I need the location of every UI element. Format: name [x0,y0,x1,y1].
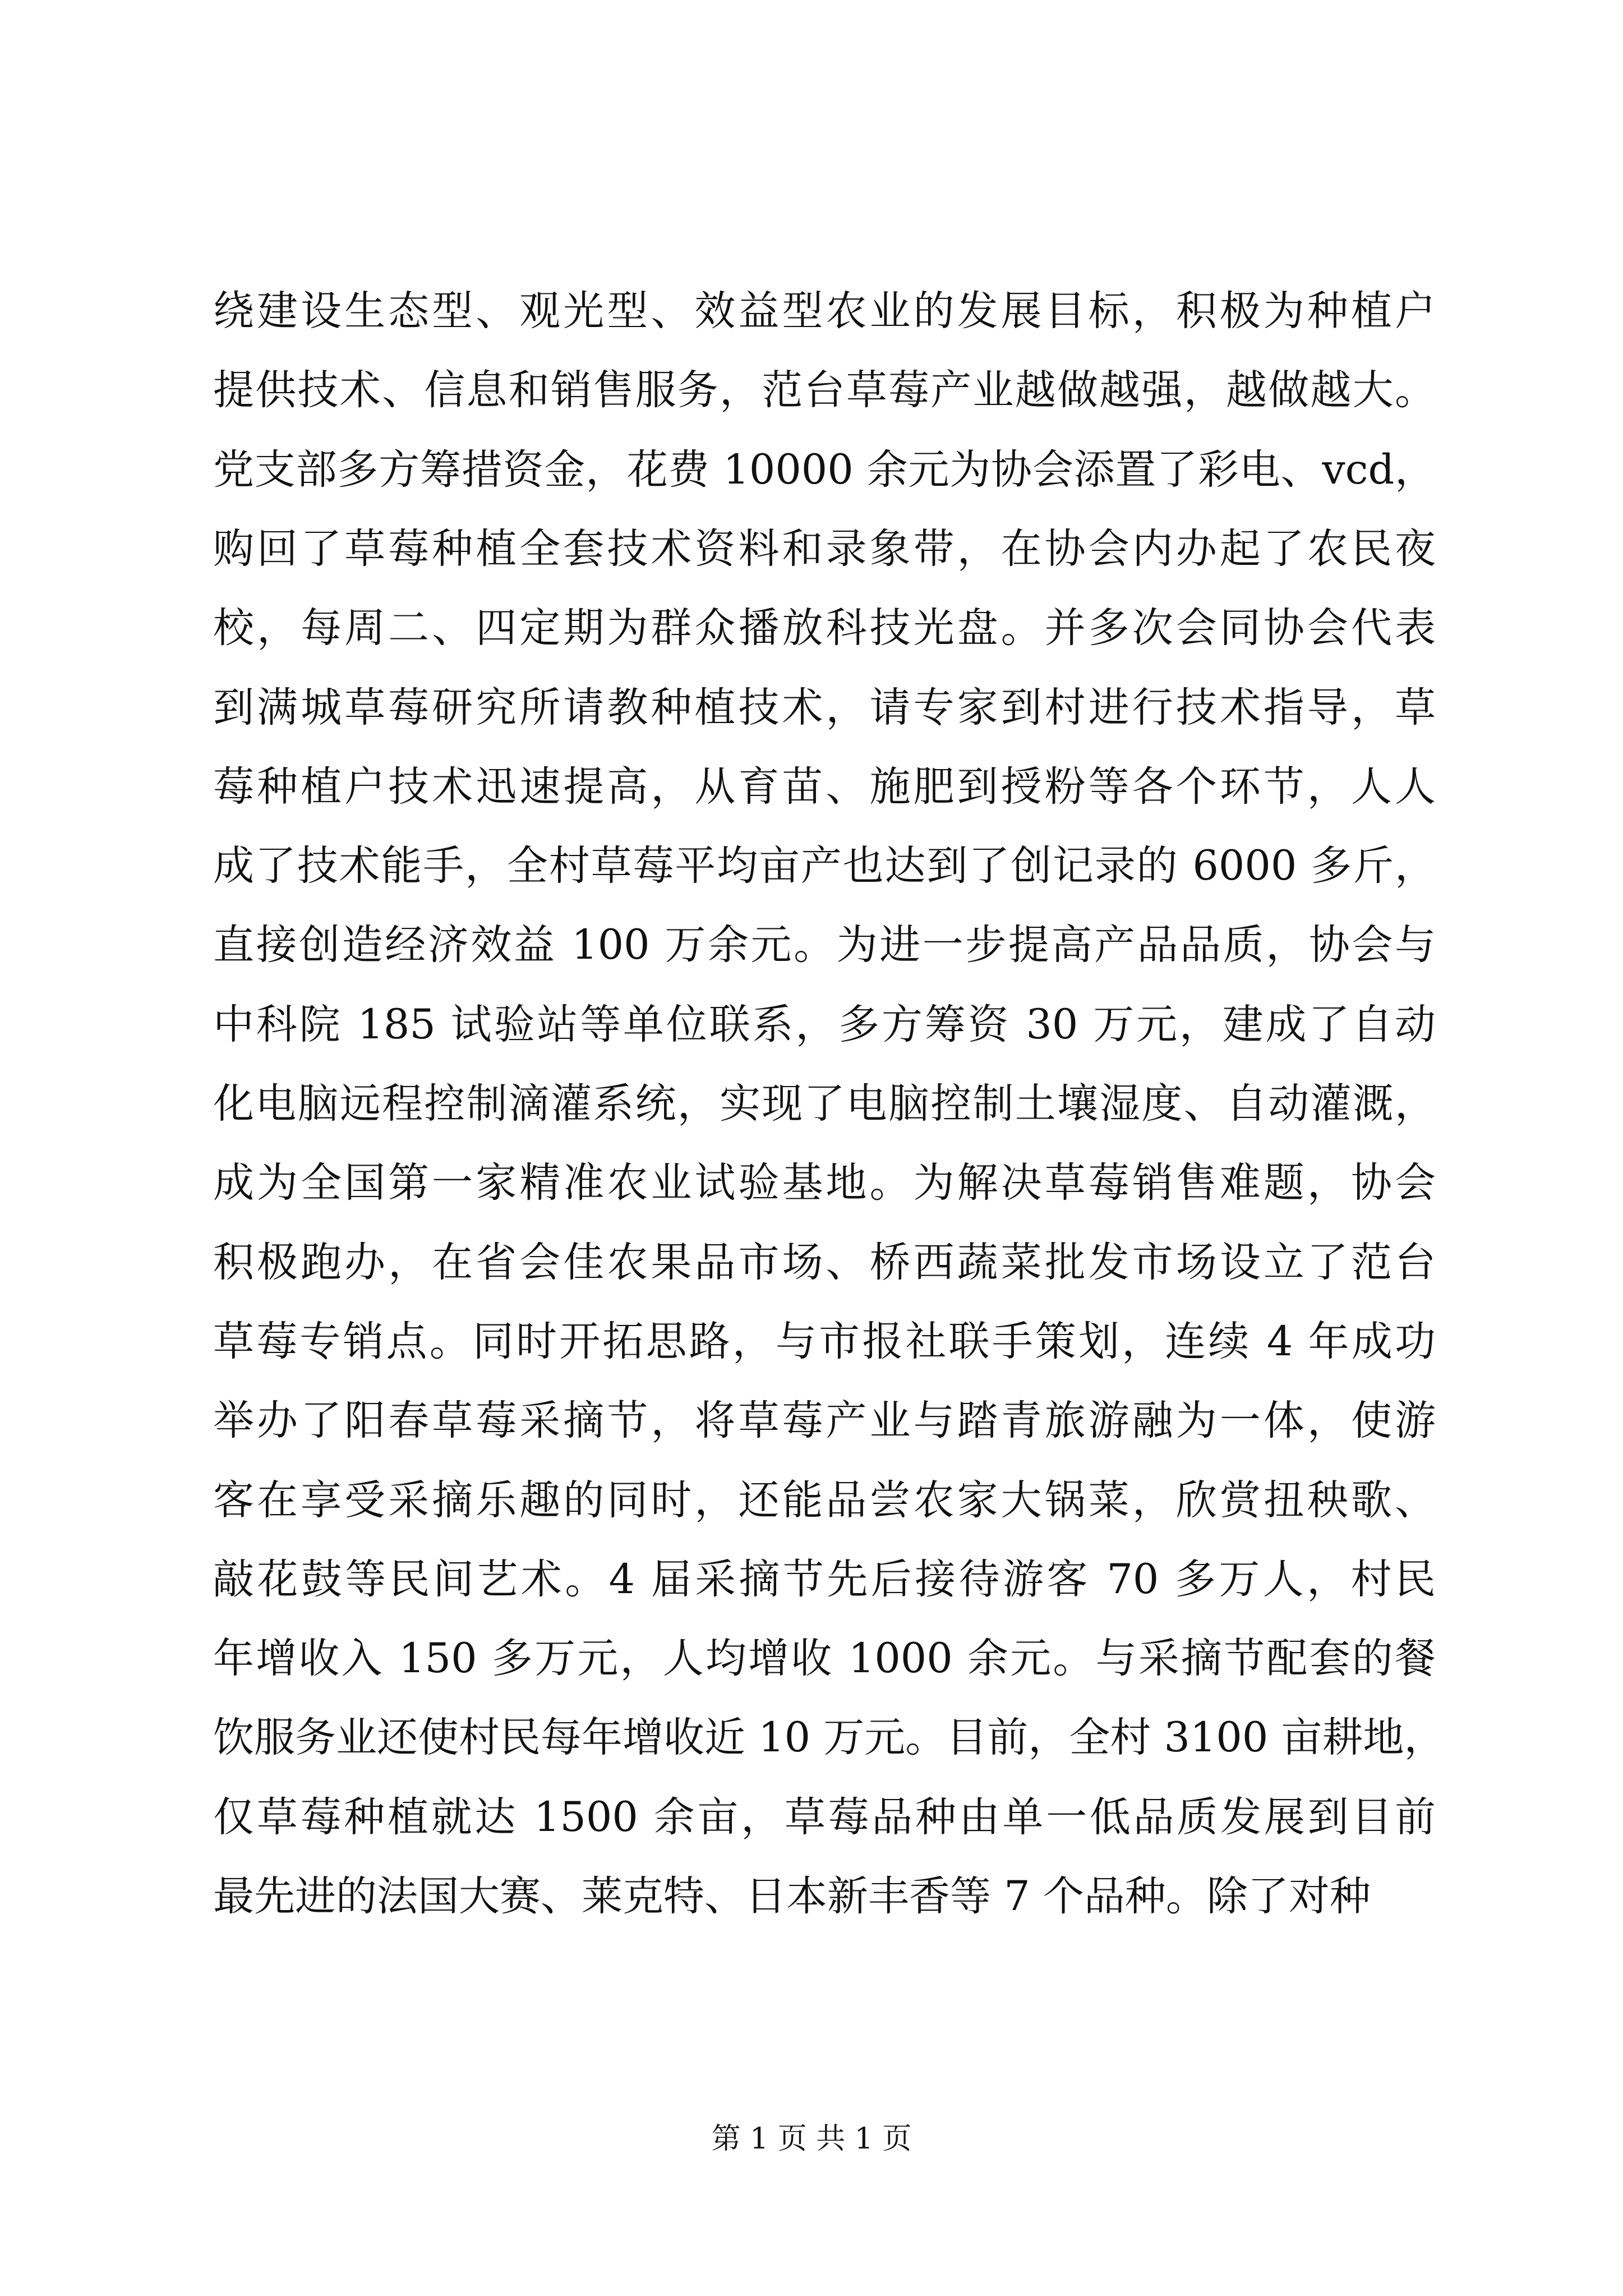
text-line: 饮服务业还使村民每年增收近 10 万元。目前，全村 3100 亩耕地， [213,1714,1445,1761]
page-footer: 第 1 页 共 1 页 [711,2122,912,2156]
text-line: 最先进的法国大赛、莱克特、日本新丰香等 7 个品种。除了对种 [213,1872,1371,1920]
text-line: 莓种植户技术迅速提高，从育苗、施肥到授粉等各个环节，人人 [213,763,1436,811]
text-line: 积极跑办，在省会佳农果品市场、桥西蔬菜批发市场设立了范台 [213,1239,1436,1286]
text-line: 直接创造经济效益 100 万余元。为进一步提高产品品质，协会与 [213,921,1436,969]
text-line: 草莓专销点。同时开拓思路，与市报社联手策划，连续 4 年成功 [213,1318,1436,1365]
text-line: 成为全国第一家精准农业试验基地。为解决草莓销售难题，协会 [213,1159,1436,1207]
text-line: 仅草莓种植就达 1500 余亩，草莓品种由单一低品质发展到目前 [213,1793,1436,1841]
text-line: 年增收入 150 多万元，人均增收 1000 余元。与采摘节配套的餐 [213,1635,1436,1682]
text-line: 提供技术、信息和销售服务，范台草莓产业越做越强，越做越大。 [213,366,1436,414]
text-line: 绕建设生态型、观光型、效益型农业的发展目标，积极为种植户 [213,287,1436,335]
text-line: 化电脑远程控制滴灌系统，实现了电脑控制土壤湿度、自动灌溉， [213,1080,1436,1128]
text-line: 客在享受采摘乐趣的同时，还能品尝农家大锅菜，欣赏扭秧歌、 [213,1476,1436,1524]
text-line: 成了技术能手，全村草莓平均亩产也达到了创记录的 6000 多斤， [213,842,1436,890]
text-line: 中科院 185 试验站等单位联系，多方筹资 30 万元，建成了自动 [213,1001,1436,1048]
text-line: 举办了阳春草莓采摘节，将草莓产业与踏青旅游融为一体，使游 [213,1397,1436,1444]
text-line: 敲花鼓等民间艺术。4 届采摘节先后接待游客 70 多万人，村民 [213,1556,1436,1603]
text-line: 党支部多方筹措资金，花费 10000 余元为协会添置了彩电、vcd， [213,446,1436,494]
text-line: 购回了草莓种植全套技术资料和录象带，在协会内办起了农民夜 [213,525,1436,573]
text-line: 校，每周二、四定期为群众播放科技光盘。并多次会同协会代表 [213,604,1436,652]
text-line: 到满城草莓研究所请教种植技术，请专家到村进行技术指导，草 [213,684,1436,731]
